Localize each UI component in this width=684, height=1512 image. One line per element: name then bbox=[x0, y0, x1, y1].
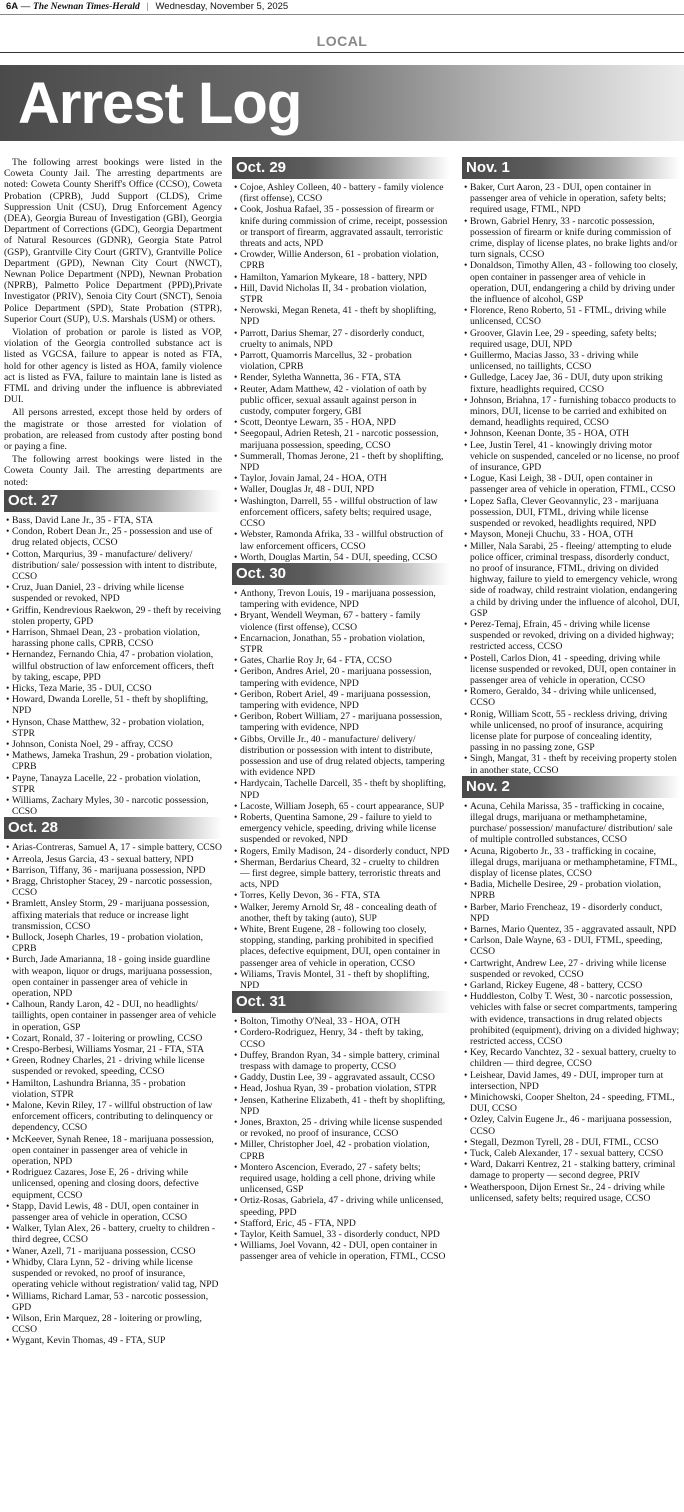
arrest-entry: • Postell, Carlos Dion, 41 - speeding, driving while license suspended or revoked, DUI, open container in passenger area of vehicle in operation, CCSO bbox=[462, 653, 680, 687]
arrest-entry: • Johnson, Conista Noel, 29 - affray, CCSO bbox=[4, 739, 222, 750]
arrest-entry: • Williams, Richard Lamar, 53 - narcotic possession, GPD bbox=[4, 1291, 222, 1313]
arrest-entry: • Seegopaul, Adrien Retesh, 21 - narcotic possession, marijuana possession, speeding, CCSO bbox=[232, 428, 450, 450]
date-heading: Oct. 30 bbox=[232, 563, 450, 585]
arrest-entry: • Garland, Rickey Eugene, 48 - battery, CCSO bbox=[462, 980, 680, 991]
arrest-entry: • Geribon, Andres Ariel, 20 - marijuana possession, tampering with evidence, NPD bbox=[232, 666, 450, 688]
arrest-entry: • Hicks, Teza Marie, 35 - DUI, CCSO bbox=[4, 683, 222, 694]
arrest-entry: • White, Brent Eugene, 28 - following too closely, stopping, standing, parking prohibited in specified places, defective equipment, DUI, open container in passenger area of vehicle in operation, CCSO bbox=[232, 924, 450, 969]
arrest-entry: • Jensen, Katherine Elizabeth, 41 - theft by shoplifting, NPD bbox=[232, 1095, 450, 1117]
arrest-entry: • Miller, Nala Sarabi, 25 - fleeing/ attempting to elude police officer, criminal trespass, disorderly conduct, no proof of insurance, FTML, driving on divided highway, failure to yield to emergency vehicle, wrong side of roadway, child restraint violation, endangering a child by driving under the influence of alcohol, DUI, GSP bbox=[462, 541, 680, 619]
arrest-entry: • Hynson, Chase Matthew, 32 - probation violation, STPR bbox=[4, 717, 222, 739]
arrest-entry: • Webster, Ramonda Afrika, 33 - willful obstruction of law enforcement officers, CCSO bbox=[232, 529, 450, 551]
arrest-list bbox=[4, 515, 222, 817]
arrest-entry: • Stapp, David Lewis, 48 - DUI, open container in passenger area of vehicle in operation, CCSO bbox=[4, 1201, 222, 1223]
arrest-entry: • Bryant, Wendell Weyman, 67 - battery - family violence (first offense), CCSO bbox=[232, 610, 450, 632]
arrest-entry: • Geribon, Robert William, 27 - marijuana possession, tampering with evidence, NPD bbox=[232, 711, 450, 733]
arrest-entry: • Reuter, Adam Matthew, 42 - violation of oath by public officer, sexual assault against person in custody, computer forgery, GBI bbox=[232, 384, 450, 418]
arrest-entry: • Romero, Geraldo, 34 - driving while unlicensed, CCSO bbox=[462, 686, 680, 708]
arrest-entry: • Wilson, Erin Marquez, 28 - loitering or prowling, CCSO bbox=[4, 1313, 222, 1335]
arrest-entry: • Barrison, Tiffany, 36 - marijuana possession, NPD bbox=[4, 865, 222, 876]
newspaper-name: The Newnan Times-Herald bbox=[32, 2, 140, 12]
day-section-oct-29 bbox=[232, 157, 450, 563]
arrest-entry: • Baker, Curt Aaron, 23 - DUI, open container in passenger area of vehicle in operation, safety belts; required usage, FTML, NPD bbox=[462, 182, 680, 216]
arrest-entry: • Minichowski, Cooper Shelton, 24 - speeding, FTML, DUI, CCSO bbox=[462, 1092, 680, 1114]
arrest-entry: • Johnson, Briahna, 17 - furnishing tobacco products to minors, DUI, license to be carried and exhibited on demand, headlights required, CCSO bbox=[462, 395, 680, 429]
arrest-entry: • Stegall, Dezmon Tyrell, 28 - DUI, FTML, CCSO bbox=[462, 1137, 680, 1148]
arrest-entry: • Waller, Douglas Jr, 48 - DUI, NPD bbox=[232, 484, 450, 495]
arrest-entry: • Lacoste, William Joseph, 65 - court appearance, SUP bbox=[232, 801, 450, 812]
arrest-entry: • Acuna, Cehila Marissa, 35 - trafficking in cocaine, illegal drugs, marijuana or methamphetamine, purchase/ possession/ manufacture/ distribution/ sale of multiple controlled substances, CCSO bbox=[462, 801, 680, 846]
day-section-nov-2 bbox=[462, 776, 680, 1204]
arrest-entry: • Ronig, William Scott, 55 - reckless driving, driving while unlicensed, no proof of insurance, acquiring license plate for purpose of concealing identity, passing in no passing zone, GSP bbox=[462, 709, 680, 754]
arrest-entry: • Mayson, Moneji Chuchu, 33 - HOA, OTH bbox=[462, 529, 680, 540]
arrest-entry: • Cruz, Juan Daniel, 23 - driving while license suspended or revoked, NPD bbox=[4, 582, 222, 604]
day-section-oct-31 bbox=[232, 991, 450, 1262]
arrest-entry: • Scott, Deontye Lewarn, 35 - HOA, NPD bbox=[232, 417, 450, 428]
arrest-entry: • Bragg, Christopher Stacey, 29 - narcotic possession, CCSO bbox=[4, 876, 222, 898]
arrest-entry: • McKeever, Synah Renee, 18 - marijuana possession, open container in passenger area of vehicle in operation, NPD bbox=[4, 1134, 222, 1168]
arrest-entry: • Griffin, Kendrevious Raekwon, 29 - theft by receiving stolen property, GPD bbox=[4, 605, 222, 627]
arrest-entry: • Bullock, Joseph Charles, 19 - probation violation, CPRB bbox=[4, 932, 222, 954]
arrest-entry: • Torres, Kelly Devon, 36 - FTA, STA bbox=[232, 890, 450, 901]
arrest-entry: • Stafford, Eric, 45 - FTA, NPD bbox=[232, 1218, 450, 1229]
arrest-entry: • Hamilton, Lashundra Brianna, 35 - probation violation, STPR bbox=[4, 1078, 222, 1100]
arrest-entry: • Tuck, Caleb Alexander, 17 - sexual battery, CCSO bbox=[462, 1148, 680, 1159]
folio-separator: | bbox=[146, 1, 149, 12]
page-number: 6A bbox=[6, 1, 19, 12]
arrest-entry: • Donaldson, Timothy Allen, 43 - following too closely, open container in passenger area of vehicle in operation, DUI, endangering a child by driving under the influence of alcohol, GSP bbox=[462, 260, 680, 305]
arrest-entry: • Roberts, Quentina Samone, 29 - failure to yield to emergency vehicle, speeding, driving while license suspended or revoked, NPD bbox=[232, 812, 450, 846]
arrest-entry: • Duffey, Brandon Ryan, 34 - simple battery, criminal trespass with damage to property, CCSO bbox=[232, 1050, 450, 1072]
arrest-entry: • Wygant, Kevin Thomas, 49 - FTA, SUP bbox=[4, 1335, 222, 1346]
arrest-entry: • Worth, Douglas Martin, 54 - DUI, speeding, CCSO bbox=[232, 552, 450, 563]
page-folio bbox=[6, 1, 288, 12]
page-title: Arrest Log bbox=[18, 71, 302, 136]
title-banner bbox=[0, 65, 684, 141]
arrest-entry: • Taylor, Jovain Jamal, 24 - HOA, OTH bbox=[232, 473, 450, 484]
arrest-entry: • Nerowski, Megan Reneta, 41 - theft by shoplifting, NPD bbox=[232, 305, 450, 327]
arrest-entry: • Huddleston, Colby T. West, 30 - narcotic possession, vehicles with false or secret compartments, tampering with evidence, transactions in drug related objects prohibited (equipment), driving on a divided highway; restricted access, CCSO bbox=[462, 991, 680, 1047]
arrest-entry: • Johnson, Keenan Donte, 35 - HOA, OTH bbox=[462, 428, 680, 439]
arrest-entry: • Lee, Justin Terel, 41 - knowingly driving motor vehicle on suspended, canceled or no license, no proof of insurance, GPD bbox=[462, 440, 680, 474]
arrest-entry: • Hamilton, Yamarion Mykeare, 18 - battery, NPD bbox=[232, 272, 450, 283]
arrest-entry: • Miller, Christopher Joel, 42 - probation violation, CPRB bbox=[232, 1139, 450, 1161]
arrest-entry: • Head, Joshua Ryan, 39 - probation violation, STPR bbox=[232, 1083, 450, 1094]
arrest-entry: • Condon, Robert Dean Jr., 25 - possession and use of drug related objects, CCSO bbox=[4, 526, 222, 548]
arrest-entry: • Walker, Jeremy Arnold Sr, 48 - concealing death of another, theft by taking (auto), SUP bbox=[232, 902, 450, 924]
arrest-entry: • Williams, Joel Vovann, 42 - DUI, open container in passenger area of vehicle in operation, FTML, CCSO bbox=[232, 1240, 450, 1262]
arrest-entry: • Gulledge, Lacey Jae, 36 - DUI, duty upon striking fixture, headlights required, CCSO bbox=[462, 372, 680, 394]
arrest-entry: • Ozley, Calvin Eugene Jr., 46 - marijuana possession, CCSO bbox=[462, 1114, 680, 1136]
arrest-entry: • Cozart, Ronald, 37 - loitering or prowling, CCSO bbox=[4, 1033, 222, 1044]
arrest-list bbox=[232, 182, 450, 563]
arrest-entry: • Cartwright, Andrew Lee, 27 - driving while license suspended or revoked, CCSO bbox=[462, 958, 680, 980]
folio-dash: — bbox=[20, 1, 31, 12]
arrest-entry: • Cojoe, Ashley Colleen, 40 - battery - family violence (first offense), CCSO bbox=[232, 182, 450, 204]
arrest-entry: • Cotton, Marqurius, 39 - manufacture/ delivery/ distribution/ sale/ possession with intent to distribute, CCSO bbox=[4, 549, 222, 583]
arrest-entry: • Arreola, Jesus Garcia, 43 - sexual battery, NPD bbox=[4, 854, 222, 865]
arrest-entry: • Cook, Joshua Rafael, 35 - possession of firearm or knife during commission of crime, receipt, possession or transport of firearm, aggravated assault, terroristic threats and acts, NPD bbox=[232, 204, 450, 249]
column-1 bbox=[4, 157, 222, 1347]
arrest-entry: • Rogers, Emily Madison, 24 - disorderly conduct, NPD bbox=[232, 846, 450, 857]
intro-paragraph: Violation of probation or parole is listed as VOP, violation of the Georgia controlled substance act is listed as VGCSA, failure to appear is noted as FTA, hold for other agency is listed as HOA, family violence act is listed as FVA, failure to maintain lane is listed as FTML and driving under the influence is abbreviated DUI. bbox=[4, 327, 222, 406]
arrest-entry: • Hernandez, Fernando Chia, 47 - probation violation, willful obstruction of law enforcement officers, theft by taking, escape, PPD bbox=[4, 649, 222, 683]
day-section-nov-1 bbox=[462, 157, 680, 776]
arrest-entry: • Ward, Dakarri Kentrez, 21 - stalking battery, criminal damage to property — second degree, PRIV bbox=[462, 1159, 680, 1181]
arrest-entry: • Gates, Charlie Roy Jr, 64 - FTA, CCSO bbox=[232, 655, 450, 666]
arrest-entry: • Barnes, Mario Quentez, 35 - aggravated assault, NPD bbox=[462, 924, 680, 935]
arrest-entry: • Harrison, Shmael Dean, 23 - probation violation, harassing phone calls, CPRB, CCSO bbox=[4, 627, 222, 649]
date-heading: Nov. 2 bbox=[462, 776, 680, 798]
intro-text bbox=[4, 157, 222, 488]
arrest-list bbox=[232, 1016, 450, 1262]
date-heading: Nov. 1 bbox=[462, 157, 680, 179]
arrest-entry: • Mathews, Jameka Trashun, 29 - probation violation, CPRB bbox=[4, 750, 222, 772]
arrest-entry: • Bramlett, Ansley Storm, 29 - marijuana possession, affixing materials that reduce or increase light transmission, CCSO bbox=[4, 898, 222, 932]
arrest-entry: • Summerall, Thomas Jerone, 21 - theft by shoplifting, NPD bbox=[232, 451, 450, 473]
section-rule bbox=[0, 52, 684, 53]
arrest-entry: • Gibbs, Orville Jr., 40 - manufacture/ delivery/ distribution or possession with intent to distribute, possession and use of drug related objects, tampering with evidence NPD bbox=[232, 734, 450, 779]
arrest-entry: • Burch, Jade Amarianna, 18 - going inside guardline with weapon, liquor or drugs, marijuana possession, open container in passenger area of vehicle in operation, NPD bbox=[4, 954, 222, 999]
top-rule bbox=[0, 14, 684, 15]
arrest-entry: • Florence, Reno Roberto, 51 - FTML, driving while unlicensed, CCSO bbox=[462, 305, 680, 327]
intro-paragraph: The following arrest bookings were listed in the Coweta County Jail. The arresting departments are noted: Coweta County Sheriff's Office (CCSO), Coweta Probation (CPRB), Judd Support (CLDS), Crime Suppression Unit (CSU), Drug Enforcement Agency (DEA), Georgia Bureau of Investigation (GBI), Georgia Department of Corrections (GDC), Georgia Department of Natural Resources (GDNR), Georgia State Patrol (GSP), Grantville City Court (GRTV), Grantville Police Department (GPD), Newnan City Court (NWCT), Newnan Police Department (NPD), Newnan Probation (NPRB), Palmetto Police Department (PPD),Private Investigator (PRIV), Senoia City Court (SNCT), Senoia Police Department (SPD), State Probation (STPR), Superior Court (SUP), U.S. Marshals (USM) or others. bbox=[4, 157, 222, 325]
arrest-entry: • Parrott, Quamorris Marcellus, 32 - probation violation, CPRB bbox=[232, 350, 450, 372]
arrest-entry: • Anthony, Trevon Louis, 19 - marijuana possession, tampering with evidence, NPD bbox=[232, 588, 450, 610]
date-heading: Oct. 31 bbox=[232, 991, 450, 1013]
arrest-entry: • Rodriguez Cazares, Jose E, 26 - driving while unlicensed, opening and closing doors, defective equipment, CCSO bbox=[4, 1167, 222, 1201]
arrest-entry: • Acuna, Rigoberto Jr., 33 - trafficking in cocaine, illegal drugs, marijuana or methamphetamine, FTML, display of license plates, CCSO bbox=[462, 846, 680, 880]
date-heading: Oct. 27 bbox=[4, 490, 222, 512]
arrest-entry: • Ortiz-Rosas, Gabriela, 47 - driving while unlicensed, speeding, PPD bbox=[232, 1195, 450, 1217]
column-3 bbox=[462, 157, 680, 1204]
intro-paragraph: All persons arrested, except those held by orders of the magistrate or those arrested for violation of probation, are released from custody after posting bond or paying a fine. bbox=[4, 407, 222, 453]
arrest-entry: • Weatherspoon, Dijon Ernest Sr., 24 - driving while unlicensed, safety belts; required usage, CCSO bbox=[462, 1182, 680, 1204]
arrest-list bbox=[4, 842, 222, 1346]
arrest-list bbox=[462, 801, 680, 1204]
arrest-entry: • Crowder, Willie Anderson, 61 - probation violation, CPRB bbox=[232, 249, 450, 271]
column-2 bbox=[232, 157, 450, 1263]
arrest-list bbox=[462, 182, 680, 776]
arrest-entry: • Leishear, David James, 49 - DUI, improper turn at intersection, NPD bbox=[462, 1070, 680, 1092]
arrest-entry: • Badia, Michelle Desiree, 29 - probation violation, NPRB bbox=[462, 879, 680, 901]
arrest-entry: • Whidby, Clara Lynn, 52 - driving while license suspended or revoked, no proof of insurance, operating vehicle without registration/ valid tag, NPD bbox=[4, 1257, 222, 1291]
date-heading: Oct. 28 bbox=[4, 817, 222, 839]
arrest-entry: • Cordero-Rodriguez, Henry, 34 - theft by taking, CCSO bbox=[232, 1027, 450, 1049]
day-section-oct-28 bbox=[4, 817, 222, 1346]
arrest-entry: • Carlson, Dale Wayne, 63 - DUI, FTML, speeding, CCSO bbox=[462, 935, 680, 957]
day-section-oct-30 bbox=[232, 563, 450, 991]
arrest-entry: • Jones, Braxton, 25 - driving while license suspended or revoked, no proof of insurance, CCSO bbox=[232, 1117, 450, 1139]
intro-paragraph: The following arrest bookings were listed in the Coweta County Jail. The arresting departments are noted: bbox=[4, 454, 222, 488]
arrest-entry: • Montero Ascencion, Everado, 27 - safety belts; required usage, holding a cell phone, driving while unlicensed, GSP bbox=[232, 1162, 450, 1196]
date-heading: Oct. 29 bbox=[232, 157, 450, 179]
arrest-entry: • Groover, Glavin Lee, 29 - speeding, safety belts; required usage, DUI, NPD bbox=[462, 328, 680, 350]
arrest-entry: • Malone, Kevin Riley, 17 - willful obstruction of law enforcement officers, contributing to delinquency or dependency, CCSO bbox=[4, 1100, 222, 1134]
arrest-entry: • Walker, Tylan Alex, 26 - battery, cruelty to children - third degree, CCSO bbox=[4, 1223, 222, 1245]
arrest-entry: • Bolton, Timothy O'Neal, 33 - HOA, OTH bbox=[232, 1016, 450, 1027]
arrest-entry: • Calhoun, Randy Laron, 42 - DUI, no headlights/ taillights, open container in passenger area of vehicle in operation, GSP bbox=[4, 999, 222, 1033]
arrest-entry: • Encarnacion, Jonathan, 55 - probation violation, STPR bbox=[232, 633, 450, 655]
day-section-oct-27 bbox=[4, 490, 222, 817]
arrest-entry: • Barber, Mario Frencheaz, 19 - disorderly conduct, NPD bbox=[462, 902, 680, 924]
arrest-entry: • Guillermo, Macias Jasso, 33 - driving while unlicensed, no taillights, CCSO bbox=[462, 350, 680, 372]
arrest-entry: • Payne, Tanayza Lacelle, 22 - probation violation, STPR bbox=[4, 773, 222, 795]
arrest-entry: • Logue, Kasi Leigh, 38 - DUI, open container in passenger area of vehicle in operation, FTML, CCSO bbox=[462, 473, 680, 495]
arrest-entry: • Singh, Mangat, 31 - theft by receiving property stolen in another state, CCSO bbox=[462, 753, 680, 775]
arrest-entry: • Arias-Contreras, Samuel A, 17 - simple battery, CCSO bbox=[4, 842, 222, 853]
arrest-entry: • Bass, David Lane Jr., 35 - FTA, STA bbox=[4, 515, 222, 526]
arrest-entry: • Green, Rodney Charles, 21 - driving while license suspended or revoked, speeding, CCSO bbox=[4, 1055, 222, 1077]
arrest-entry: • Williams, Zachary Myles, 30 - narcotic possession, CCSO bbox=[4, 795, 222, 817]
arrest-entry: • Lopez Safla, Clever Geovannylic, 23 - marijuana possession, DUI, FTML, driving while license suspended or revoked, headlights required, NPD bbox=[462, 496, 680, 530]
arrest-entry: • Taylor, Keith Samuel, 33 - disorderly conduct, NPD bbox=[232, 1229, 450, 1240]
arrest-entry: • Hill, David Nicholas II, 34 - probation violation, STPR bbox=[232, 283, 450, 305]
arrest-entry: • Wiliams, Travis Montel, 31 - theft by shoplifting, NPD bbox=[232, 969, 450, 991]
arrest-entry: • Howard, Dwanda Lorelle, 51 - theft by shoplifting, NPD bbox=[4, 694, 222, 716]
section-label: LOCAL bbox=[316, 33, 368, 49]
arrest-entry: • Sherman, Berdarius Cheard, 32 - cruelty to children — first degree, simple battery, terroristic threats and acts, NPD bbox=[232, 857, 450, 891]
arrest-entry: • Geribon, Robert Ariel, 49 - marijuana possession, tampering with evidence, NPD bbox=[232, 689, 450, 711]
arrest-entry: • Key, Recardo Vanchtez, 32 - sexual battery, cruelty to children — third degree, CCSO bbox=[462, 1047, 680, 1069]
arrest-entry: • Crespo-Berbesi, Williams Yosmar, 21 - FTA, STA bbox=[4, 1044, 222, 1055]
arrest-entry: • Washington, Darrell, 55 - willful obstruction of law enforcement officers, safety belts; required usage, CCSO bbox=[232, 496, 450, 530]
issue-date: Wednesday, November 5, 2025 bbox=[155, 1, 289, 12]
arrest-entry: • Perez-Temaj, Efrain, 45 - driving while license suspended or revoked, driving on a divided highway; restricted access, CCSO bbox=[462, 619, 680, 653]
arrest-entry: • Gaddy, Dustin Lee, 39 - aggravated assault, CCSO bbox=[232, 1072, 450, 1083]
arrest-entry: • Brown, Gabriel Henry, 33 - narcotic possession, possession of firearm or knife during commission of crime, display of license plates, no brake lights and/or turn signals, CCSO bbox=[462, 216, 680, 261]
arrest-entry: • Hardycain, Tachelle Darcell, 35 - theft by shoplifting, NPD bbox=[232, 778, 450, 800]
arrest-entry: • Parrott, Darius Shemar, 27 - disorderly conduct, cruelty to animals, NPD bbox=[232, 328, 450, 350]
arrest-entry: • Render, Syletha Wannetta, 36 - FTA, STA bbox=[232, 372, 450, 383]
arrest-list bbox=[232, 588, 450, 991]
arrest-entry: • Waner, Azell, 71 - marijuana possession, CCSO bbox=[4, 1246, 222, 1257]
